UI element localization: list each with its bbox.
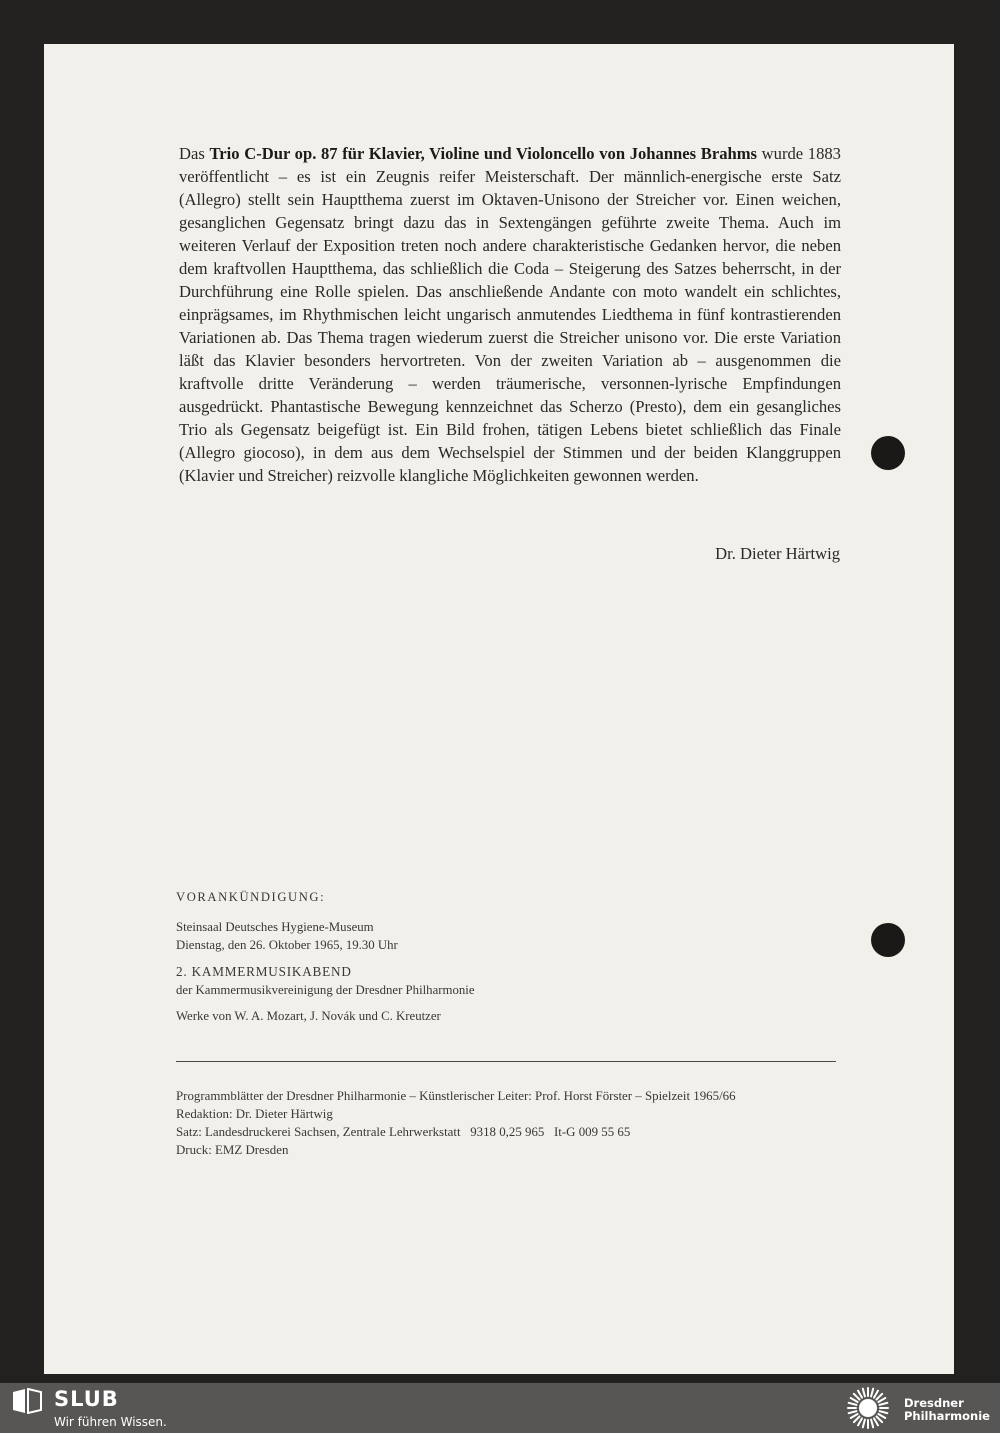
- dresdner-philharmonie-name: [904, 1397, 990, 1423]
- slub-book-icon: [12, 1388, 42, 1414]
- imprint-line-1: Programmblätter der Dresdner Philharmonie – Künstlerischer Leiter: Prof. Horst Förster – Spielzeit 1965/66: [176, 1089, 736, 1103]
- dresdner-philharmonie-sun-icon: [842, 1386, 894, 1430]
- essay-text: [179, 142, 841, 487]
- slub-name: SLUB: [54, 1387, 119, 1411]
- announcement-date: Dienstag, den 26. Oktober 1965, 19.30 Uhr: [176, 938, 398, 952]
- announcement-works: Werke von W. A. Mozart, J. Novák und C. Kreutzer: [176, 1009, 441, 1023]
- announcement-heading: VORANKÜNDIGUNG:: [176, 890, 326, 904]
- slub-claim: Wir führen Wissen.: [54, 1415, 167, 1429]
- essay-intro: Das: [179, 144, 205, 163]
- dp-name-line-1: Dresdner: [904, 1396, 964, 1410]
- imprint-line-4: Druck: EMZ Dresden: [176, 1143, 289, 1157]
- essay-title: Trio C-Dur op. 87 für Klavier, Violine und Violoncello von Johannes Brahms: [209, 144, 758, 163]
- program-sheet: [44, 44, 954, 1374]
- essay-body: wurde 1883 veröffentlicht – es ist ein Zeugnis reifer Meisterschaft. Der männlich-energische erste Satz (Allegro) stellt sein Hauptthema zuerst im Oktaven-Unisono der Streicher vor. Einen weichen, gesanglichen Gegensatz bringt dazu das in Sextengängen geführte zweite Thema. Auch im weiteren Verlauf der Exposition treten noch andere charakteristische Gedanken hervor, die neben dem kraftvollen Hauptthema, das schließlich die Coda – Steigerung des Satzes beherrscht, in der Durchführung eine Rolle spielen. Das anschließende Andante con moto wandelt ein schlichtes, einprägsames, im Rhythmischen leicht ungarisch anmutendes Liedthema in fünf kontrastierenden Variationen ab. Das Thema tragen wiederum zuerst die Streicher unisono vor. Die erste Variation läßt das Klavier besonders hervortreten. Von der zweiten Variation ab – ausgenommen die kraftvolle dritte Veränderung – werden träumerische, versonnen-lyrische Empfindungen ausgedrückt. Phantastische Bewegung kennzeichnet das Scherzo (Presto), dem ein gesangliches Trio als Gegensatz beigefügt ist. Ein Bild frohen, tätigen Lebens bietet schließlich das Finale (Allegro giocoso), in dem aus dem Wechselspiel der Stimmen und der beiden Klanggruppen (Klavier und Streicher) reizvolle klangliche Möglichkeiten gewonnen werden.: [179, 144, 841, 485]
- punch-hole-lower: [871, 923, 905, 957]
- announcement-event: 2. KAMMERMUSIKABEND: [176, 964, 352, 979]
- essay-author: Dr. Dieter Härtwig: [715, 544, 840, 563]
- imprint-line-3: Satz: Landesdruckerei Sachsen, Zentrale Lehrwerkstatt 9318 0,25 965 It-G 009 55 65: [176, 1125, 631, 1139]
- imprint-block: [176, 1087, 876, 1159]
- announcement-block: [176, 890, 856, 1025]
- dp-name-line-2: Philharmonie: [904, 1409, 990, 1423]
- announcement-venue: Steinsaal Deutsches Hygiene-Museum: [176, 920, 374, 934]
- punch-hole-upper: [871, 436, 905, 470]
- announcement-ensemble: der Kammermusikvereinigung der Dresdner Philharmonie: [176, 983, 475, 997]
- divider-rule: [176, 1061, 836, 1062]
- footer-bar: [0, 1383, 1000, 1433]
- imprint-line-2: Redaktion: Dr. Dieter Härtwig: [176, 1107, 333, 1121]
